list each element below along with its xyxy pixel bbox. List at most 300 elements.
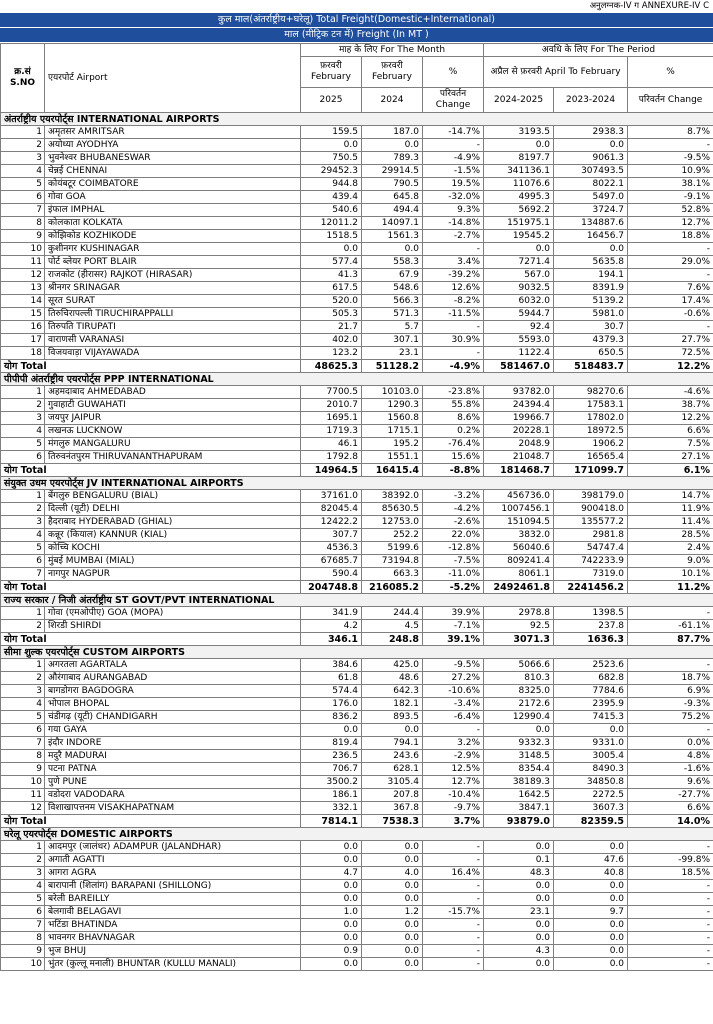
airport-name-cell: गोवा GOA [45,191,301,204]
feb-2025-cell: 46.1 [301,438,362,451]
month-change-cell: 55.8% [423,399,484,412]
sno-cell: 8 [1,932,45,945]
total-period-2324: 82359.5 [554,815,628,828]
feb-2024-cell: 244.4 [362,607,423,620]
sno-cell: 7 [1,919,45,932]
airport-name-cell: श्रीनगर SRINAGAR [45,282,301,295]
period-2324-cell: 54747.4 [554,542,628,555]
feb-2024-cell: 195.2 [362,438,423,451]
period-2324-cell: 0.0 [554,919,628,932]
period-2425-cell: 3193.5 [484,126,554,139]
feb-2025-cell: 944.8 [301,178,362,191]
period-2324-cell: 8022.1 [554,178,628,191]
table-row [1,490,713,503]
table-row [1,256,713,269]
airport-name-cell: पुणे PUNE [45,776,301,789]
feb-2025-cell: 176.0 [301,698,362,711]
month-change-cell: 9.3% [423,204,484,217]
period-2425-cell: 20228.1 [484,425,554,438]
month-change-cell: -15.7% [423,906,484,919]
feb-2025-cell: 12422.2 [301,516,362,529]
total-period-2324: 2241456.2 [554,581,628,594]
month-change-cell: - [423,841,484,854]
period-2324-cell: 0.0 [554,243,628,256]
feb-2024-cell: 73194.8 [362,555,423,568]
feb-2025-cell: 41.3 [301,269,362,282]
airport-name-cell: मंगलुरु MANGALURU [45,438,301,451]
period-change-cell: 11.9% [628,503,713,516]
airport-name-cell: विशाखापत्तनम VISAKHAPATNAM [45,802,301,815]
month-change-cell: 30.9% [423,334,484,347]
feb-2024-cell: 0.0 [362,880,423,893]
period-change-cell: - [628,880,713,893]
month-change-cell: 16.4% [423,867,484,880]
sno-cell: 3 [1,685,45,698]
airport-name-cell: भुंतर (कुल्लू मनाली) BHUNTAR (KULLU MANALI) [45,958,301,971]
period-sub-header: अप्रैल से फ़रवरी April To February [484,57,628,88]
total-month-change: -8.8% [423,464,484,477]
feb-2024-cell: 14097.1 [362,217,423,230]
feb-2025-cell: 574.4 [301,685,362,698]
report-title: कुल माल(अंतर्राष्ट्रीय+घरेलू) Total Freight(Domestic+International) [0,13,713,28]
feb-2024-cell: 1715.1 [362,425,423,438]
sno-cell: 1 [1,126,45,139]
section-title: संयुक्त उधम एयरपोर्ट्स JV INTERNATIONAL AIRPORTS [1,477,713,490]
feb-2024-cell: 182.1 [362,698,423,711]
total-period-change: 6.1% [628,464,713,477]
sno-cell: 4 [1,529,45,542]
month-change-cell: -6.4% [423,711,484,724]
period-change-cell: - [628,321,713,334]
period-change-cell: - [628,139,713,152]
sno-cell: 3 [1,516,45,529]
feb-2024-cell: 0.0 [362,724,423,737]
period-2425-cell: 0.0 [484,841,554,854]
month-change-cell: - [423,724,484,737]
airport-name-cell: इंदौर INDORE [45,737,301,750]
month-change-cell: -10.4% [423,789,484,802]
table-row [1,672,713,685]
period-change-cell: - [628,919,713,932]
pct-header: % [423,57,484,88]
table-row [1,698,713,711]
month-change-cell: -11.5% [423,308,484,321]
sno-cell: 4 [1,698,45,711]
airport-name-cell: अयोध्या AYODHYA [45,139,301,152]
airport-name-cell: कोलकाता KOLKATA [45,217,301,230]
table-row [1,880,713,893]
month-change-cell: 27.2% [423,672,484,685]
total-feb-2024: 216085.2 [362,581,423,594]
report-subtitle: माल (मीट्रिक टन में) Freight (In MT ) [0,28,713,43]
period-change-cell: - [628,724,713,737]
table-row [1,620,713,633]
table-row [1,659,713,672]
airport-name-cell: अगरतला AGARTALA [45,659,301,672]
period-2324-cell: 2981.8 [554,529,628,542]
feb-2025-header: फ़रवरी February [301,57,362,88]
sno-cell: 18 [1,347,45,360]
sno-cell: 2 [1,672,45,685]
sno-cell: 1 [1,490,45,503]
airport-name-cell: हैदराबाद HYDERABAD (GHIAL) [45,516,301,529]
period-2425-cell: 23.1 [484,906,554,919]
feb-2025-cell: 0.0 [301,854,362,867]
period-2425-cell: 810.3 [484,672,554,685]
total-feb-2025: 14964.5 [301,464,362,477]
period-2425-cell: 1007456.1 [484,503,554,516]
feb-2025-cell: 439.4 [301,191,362,204]
feb-2025-cell: 21.7 [301,321,362,334]
period-2324-cell: 34850.8 [554,776,628,789]
month-change-cell: -11.0% [423,568,484,581]
sno-cell: 3 [1,152,45,165]
sno-cell: 12 [1,269,45,282]
period-change-cell: -99.8% [628,854,713,867]
period-2425-cell: 48.3 [484,867,554,880]
sno-cell: 2 [1,399,45,412]
period-2425-cell: 19966.7 [484,412,554,425]
feb-2024-cell: 187.0 [362,126,423,139]
month-change-cell: - [423,893,484,906]
period-2324-cell: 7415.3 [554,711,628,724]
feb-2025-cell: 29452.3 [301,165,362,178]
period-2324-cell: 5139.2 [554,295,628,308]
table-row [1,789,713,802]
period-2425-cell: 8061.1 [484,568,554,581]
month-change-cell: -39.2% [423,269,484,282]
feb-2025-cell: 4.7 [301,867,362,880]
period-change-cell: 10.1% [628,568,713,581]
table-row [1,854,713,867]
period-2324-cell: 30.7 [554,321,628,334]
feb-2025-cell: 1719.3 [301,425,362,438]
table-row [1,269,713,282]
month-change-cell: -3.4% [423,698,484,711]
feb-2024-cell: 252.2 [362,529,423,542]
period-change-cell: 9.0% [628,555,713,568]
period-2324-cell: 0.0 [554,932,628,945]
period-2425-cell: 0.0 [484,243,554,256]
section-header [1,113,713,126]
feb-2025-cell: 750.5 [301,152,362,165]
period-2425-cell: 9332.3 [484,737,554,750]
sno-cell: 4 [1,880,45,893]
period-2324-cell: 0.0 [554,945,628,958]
period-2324-cell: 682.8 [554,672,628,685]
total-period-change: 14.0% [628,815,713,828]
month-change-cell: -4.9% [423,152,484,165]
month-change-cell: -2.6% [423,516,484,529]
table-row [1,243,713,256]
sno-cell: 17 [1,334,45,347]
sno-cell: 10 [1,958,45,971]
feb-2024-cell: 663.3 [362,568,423,581]
month-change-cell: -76.4% [423,438,484,451]
feb-2024-cell: 789.3 [362,152,423,165]
total-row [1,633,713,646]
total-feb-2025: 7814.1 [301,815,362,828]
period-2425-cell: 0.0 [484,139,554,152]
total-label: योग Total [1,464,301,477]
sno-cell: 12 [1,802,45,815]
table-body [1,113,713,971]
period-change-cell: -0.6% [628,308,713,321]
airport-name-cell: दिल्ली (यूटी) DELHI [45,503,301,516]
table-row [1,152,713,165]
period-2324-cell: 8490.3 [554,763,628,776]
feb-2024-cell: 794.1 [362,737,423,750]
total-period-2425: 2492461.8 [484,581,554,594]
period-2324-cell: 5635.8 [554,256,628,269]
change-header: परिवर्तन Change [423,88,484,113]
period-change-cell: - [628,906,713,919]
table-row [1,841,713,854]
period-2425-cell: 9032.5 [484,282,554,295]
total-row [1,581,713,594]
table-row [1,516,713,529]
feb-2024-cell: 1561.3 [362,230,423,243]
table-row [1,529,713,542]
feb-2024-cell: 10103.0 [362,386,423,399]
period-change-cell: - [628,958,713,971]
airport-name-cell: कुशीनगर KUSHINAGAR [45,243,301,256]
sno-cell: 5 [1,711,45,724]
sno-cell: 9 [1,230,45,243]
table-row [1,438,713,451]
feb-2024-cell: 5199.6 [362,542,423,555]
feb-2024-cell: 558.3 [362,256,423,269]
table-row [1,282,713,295]
period-2324-cell: 17583.1 [554,399,628,412]
month-change-cell: -9.5% [423,659,484,672]
feb-2025-cell: 540.6 [301,204,362,217]
month-change-cell: - [423,139,484,152]
period-change-cell: - [628,243,713,256]
airport-name-cell: शिरडी SHIRDI [45,620,301,633]
total-feb-2025: 204748.8 [301,581,362,594]
month-change-cell: 3.4% [423,256,484,269]
total-month-change: 39.1% [423,633,484,646]
table-row [1,386,713,399]
period-2324-cell: 2395.9 [554,698,628,711]
sno-cell: 5 [1,178,45,191]
period-change-cell: - [628,607,713,620]
feb-2024-cell: 0.0 [362,958,423,971]
feb-2024-cell: 85630.5 [362,503,423,516]
period-2425-cell: 92.5 [484,620,554,633]
year-2324-header: 2023-2024 [554,88,628,113]
period-2324-cell: 237.8 [554,620,628,633]
airport-name-cell: जयपुर JAIPUR [45,412,301,425]
month-change-cell: - [423,347,484,360]
sno-cell: 3 [1,412,45,425]
sno-cell: 4 [1,165,45,178]
feb-2024-cell: 1.2 [362,906,423,919]
period-2425-cell: 809241.4 [484,555,554,568]
table-row [1,906,713,919]
feb-2025-cell: 0.0 [301,841,362,854]
table-row [1,126,713,139]
airport-name-cell: भुवनेश्वर BHUBANESWAR [45,152,301,165]
airport-name-cell: गुवाहाटी GUWAHATI [45,399,301,412]
period-2425-cell: 21048.7 [484,451,554,464]
change2-header: परिवर्तन Change [628,88,713,113]
feb-2024-cell: 494.4 [362,204,423,217]
feb-2024-cell: 5.7 [362,321,423,334]
feb-2024-cell: 67.9 [362,269,423,282]
feb-2024-cell: 893.5 [362,711,423,724]
period-change-cell: - [628,945,713,958]
table-row [1,165,713,178]
feb-2024-cell: 0.0 [362,854,423,867]
period-2425-cell: 0.0 [484,932,554,945]
period-2324-cell: 2523.6 [554,659,628,672]
period-2425-cell: 1642.5 [484,789,554,802]
total-row [1,464,713,477]
feb-2025-cell: 384.6 [301,659,362,672]
sno-cell: 6 [1,555,45,568]
total-feb-2025: 48625.3 [301,360,362,373]
table-row [1,334,713,347]
month-group-header: माह के लिए For The Month [301,44,484,57]
period-change-cell: 11.4% [628,516,713,529]
table-row [1,802,713,815]
sno-cell: 1 [1,386,45,399]
feb-2024-cell: 628.1 [362,763,423,776]
period-2425-cell: 5066.6 [484,659,554,672]
airport-name-cell: भटिंडा BHATINDA [45,919,301,932]
feb-2025-cell: 37161.0 [301,490,362,503]
period-2324-cell: 900418.0 [554,503,628,516]
feb-2025-cell: 186.1 [301,789,362,802]
total-feb-2025: 346.1 [301,633,362,646]
sno-cell: 5 [1,542,45,555]
period-2425-cell: 2978.8 [484,607,554,620]
total-feb-2024: 16415.4 [362,464,423,477]
period-2324-cell: 0.0 [554,880,628,893]
period-2324-cell: 5981.0 [554,308,628,321]
section-title: सीमा शुल्क एयरपोर्ट्स CUSTOM AIRPORTS [1,646,713,659]
feb-2025-cell: 836.2 [301,711,362,724]
month-change-cell: -12.8% [423,542,484,555]
sno-cell: 2 [1,620,45,633]
period-change-cell: - [628,659,713,672]
month-change-cell: - [423,932,484,945]
feb-2025-cell: 0.0 [301,932,362,945]
table-row [1,191,713,204]
period-2324-cell: 47.6 [554,854,628,867]
total-period-2425: 3071.3 [484,633,554,646]
feb-2025-cell: 706.7 [301,763,362,776]
period-2324-cell: 16456.7 [554,230,628,243]
period-2324-cell: 0.0 [554,841,628,854]
period-2425-cell: 4.3 [484,945,554,958]
period-2324-cell: 3724.7 [554,204,628,217]
period-change-cell: - [628,841,713,854]
month-change-cell: 15.6% [423,451,484,464]
period-2324-cell: 2938.3 [554,126,628,139]
feb-2025-cell: 577.4 [301,256,362,269]
feb-2025-cell: 0.0 [301,724,362,737]
period-2425-cell: 8325.0 [484,685,554,698]
table-row [1,178,713,191]
airport-name-cell: कोझिकोड KOZHIKODE [45,230,301,243]
feb-2025-cell: 236.5 [301,750,362,763]
period-change-cell: -1.6% [628,763,713,776]
month-change-cell: 8.6% [423,412,484,425]
feb-2025-cell: 402.0 [301,334,362,347]
period-2324-cell: 398179.0 [554,490,628,503]
airport-name-cell: मदुरै MADURAI [45,750,301,763]
period-2425-cell: 4995.3 [484,191,554,204]
feb-2025-cell: 0.0 [301,880,362,893]
sno-cell: 1 [1,607,45,620]
period-change-cell: 18.5% [628,867,713,880]
month-change-cell: 12.6% [423,282,484,295]
airport-name-cell: कन्नूर (कियाल) KANNUR (KIAL) [45,529,301,542]
total-period-2324: 1636.3 [554,633,628,646]
sno-cell: 6 [1,191,45,204]
month-change-cell: -9.7% [423,802,484,815]
airport-name-cell: कोच्चि KOCHI [45,542,301,555]
airport-name-cell: तिरुपति TIRUPATI [45,321,301,334]
sno-cell: 6 [1,451,45,464]
sno-cell: 2 [1,139,45,152]
airport-name-cell: मुंबई MUMBAI (MIAL) [45,555,301,568]
section-header [1,477,713,490]
period-change-cell: 7.6% [628,282,713,295]
table-row [1,204,713,217]
sno-cell: 16 [1,321,45,334]
airport-name-cell: आगरा AGRA [45,867,301,880]
feb-2025-cell: 0.0 [301,139,362,152]
table-row [1,555,713,568]
sno-cell: 5 [1,438,45,451]
month-change-cell: 0.2% [423,425,484,438]
feb-2025-cell: 123.2 [301,347,362,360]
pct2-header: % [628,57,713,88]
period-2425-cell: 567.0 [484,269,554,282]
table-row [1,321,713,334]
period-2425-cell: 5944.7 [484,308,554,321]
month-change-cell: 39.9% [423,607,484,620]
feb-2025-cell: 1518.5 [301,230,362,243]
airport-name-cell: इंफाल IMPHAL [45,204,301,217]
table-row [1,217,713,230]
sno-cell: 1 [1,841,45,854]
total-period-2425: 581467.0 [484,360,554,373]
feb-2024-cell: 0.0 [362,919,423,932]
sno-cell: 7 [1,568,45,581]
year-2024-header: 2024 [362,88,423,113]
period-2425-cell: 0.0 [484,880,554,893]
table-row [1,308,713,321]
period-2324-cell: 134887.6 [554,217,628,230]
period-change-cell: 75.2% [628,711,713,724]
month-change-cell: - [423,880,484,893]
month-change-cell: 19.5% [423,178,484,191]
feb-2025-cell: 1792.8 [301,451,362,464]
period-2324-cell: 9.7 [554,906,628,919]
total-feb-2024: 248.8 [362,633,423,646]
period-2425-cell: 0.0 [484,893,554,906]
period-2324-cell: 0.0 [554,958,628,971]
month-change-cell: - [423,919,484,932]
sno-cell: 11 [1,789,45,802]
month-change-cell: -32.0% [423,191,484,204]
period-2425-cell: 5593.0 [484,334,554,347]
